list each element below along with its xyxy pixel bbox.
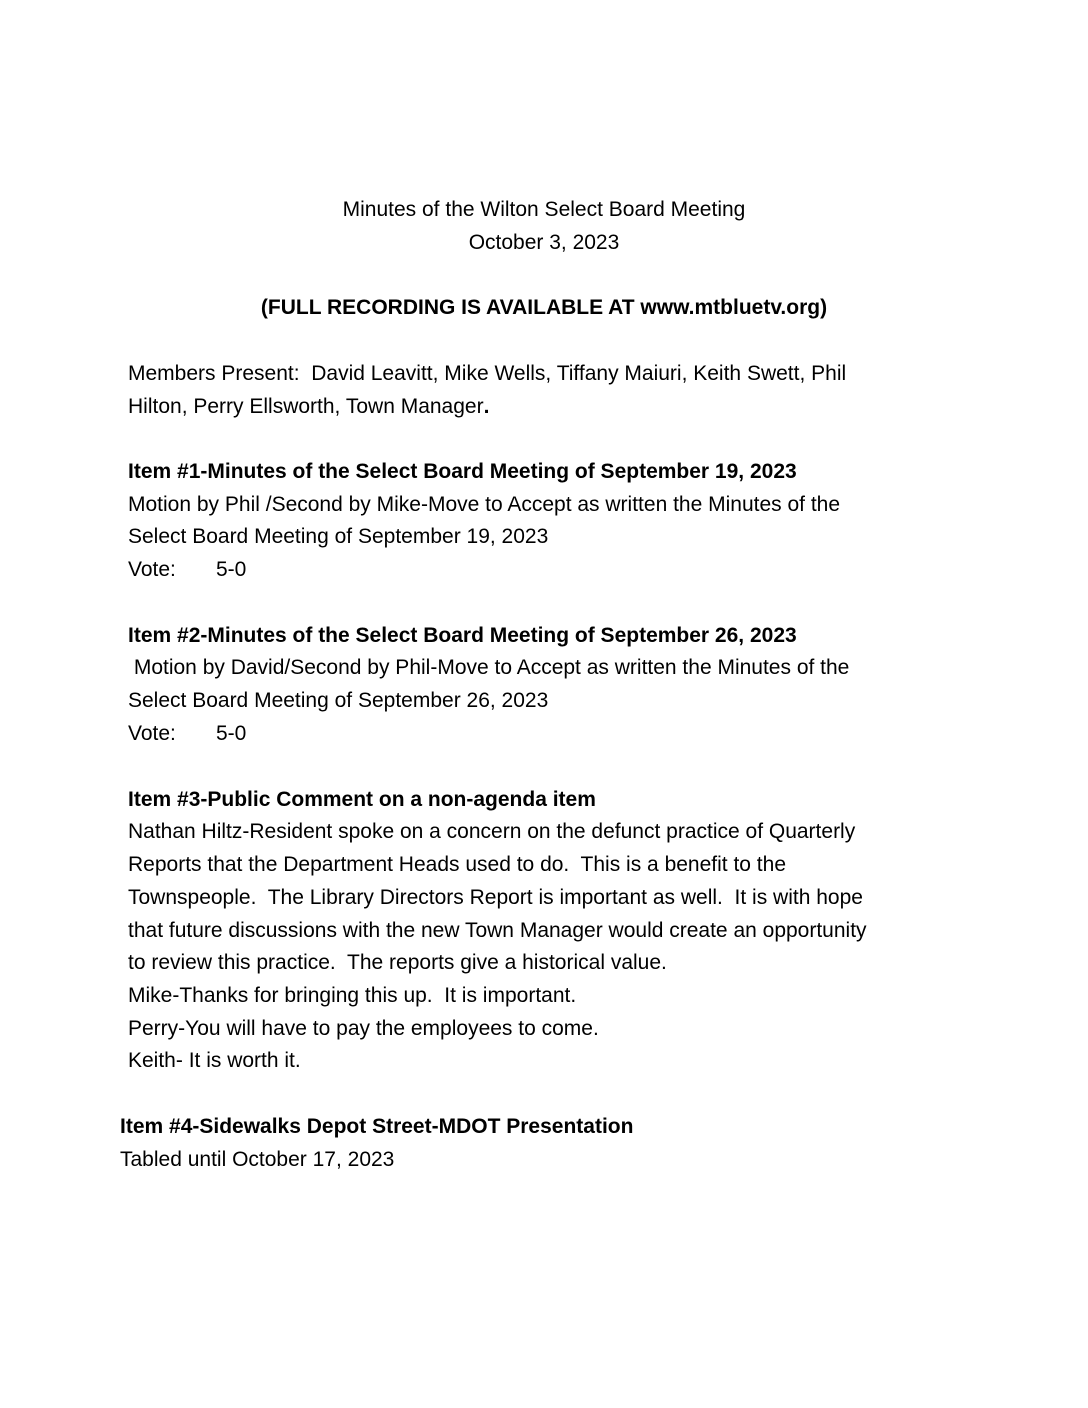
item-3-comment-line: Keith- It is worth it. bbox=[128, 1049, 301, 1072]
item-3-comment-line: Perry-You will have to pay the employees to come. bbox=[128, 1017, 599, 1040]
item-2-heading: Item #2-Minutes of the Select Board Meeting of September 26, 2023 bbox=[128, 624, 797, 647]
members-present-period: . bbox=[483, 395, 490, 418]
item-3-comment-line: Mike-Thanks for bringing this up. It is important. bbox=[128, 984, 577, 1007]
item-2-vote-label: Vote: bbox=[128, 722, 176, 745]
item-3-comment-line: Townspeople. The Library Directors Report is important as well. It is with hope bbox=[128, 886, 863, 909]
item-3-heading: Item #3-Public Comment on a non-agenda item bbox=[128, 788, 596, 811]
item-1-motion-line-1: Motion by Phil /Second by Mike-Move to Accept as written the Minutes of the bbox=[128, 493, 841, 516]
members-present-line-1: Members Present: David Leavitt, Mike Wells, Tiffany Maiuri, Keith Swett, Phil bbox=[128, 362, 847, 385]
members-present-line-2 bbox=[128, 391, 489, 423]
item-3-comment-line: Nathan Hiltz-Resident spoke on a concern on the defunct practice of Quarterly bbox=[128, 820, 856, 843]
meeting-date: October 3, 2023 bbox=[468, 231, 620, 254]
item-2-vote-value: 5-0 bbox=[216, 722, 247, 745]
item-1-vote-label: Vote: bbox=[128, 558, 176, 581]
item-1-heading: Item #1-Minutes of the Select Board Meeting of September 19, 2023 bbox=[128, 460, 797, 483]
recording-note: (FULL RECORDING IS AVAILABLE AT www.mtbluetv.org) bbox=[260, 296, 828, 319]
item-4-heading: Item #4-Sidewalks Depot Street-MDOT Presentation bbox=[120, 1115, 634, 1138]
item-2-motion-line-1: Motion by David/Second by Phil-Move to Accept as written the Minutes of the bbox=[128, 656, 850, 679]
item-3-comment-line: Reports that the Department Heads used to do. This is a benefit to the bbox=[128, 853, 786, 876]
item-3-comment-line: to review this practice. The reports give a historical value. bbox=[128, 951, 667, 974]
item-1-motion-line-2: Select Board Meeting of September 19, 2023 bbox=[128, 525, 549, 548]
item-2-motion-line-2: Select Board Meeting of September 26, 2023 bbox=[128, 689, 549, 712]
item-1-vote bbox=[128, 554, 328, 586]
document-title: Minutes of the Wilton Select Board Meeting bbox=[342, 198, 746, 221]
members-present-text: Hilton, Perry Ellsworth, Town Manager bbox=[128, 395, 484, 418]
item-3-comment-line: that future discussions with the new Town Manager would create an opportunity bbox=[128, 919, 867, 942]
item-2-vote bbox=[128, 718, 328, 750]
item-4-status: Tabled until October 17, 2023 bbox=[120, 1148, 395, 1171]
item-1-vote-value: 5-0 bbox=[216, 558, 247, 581]
